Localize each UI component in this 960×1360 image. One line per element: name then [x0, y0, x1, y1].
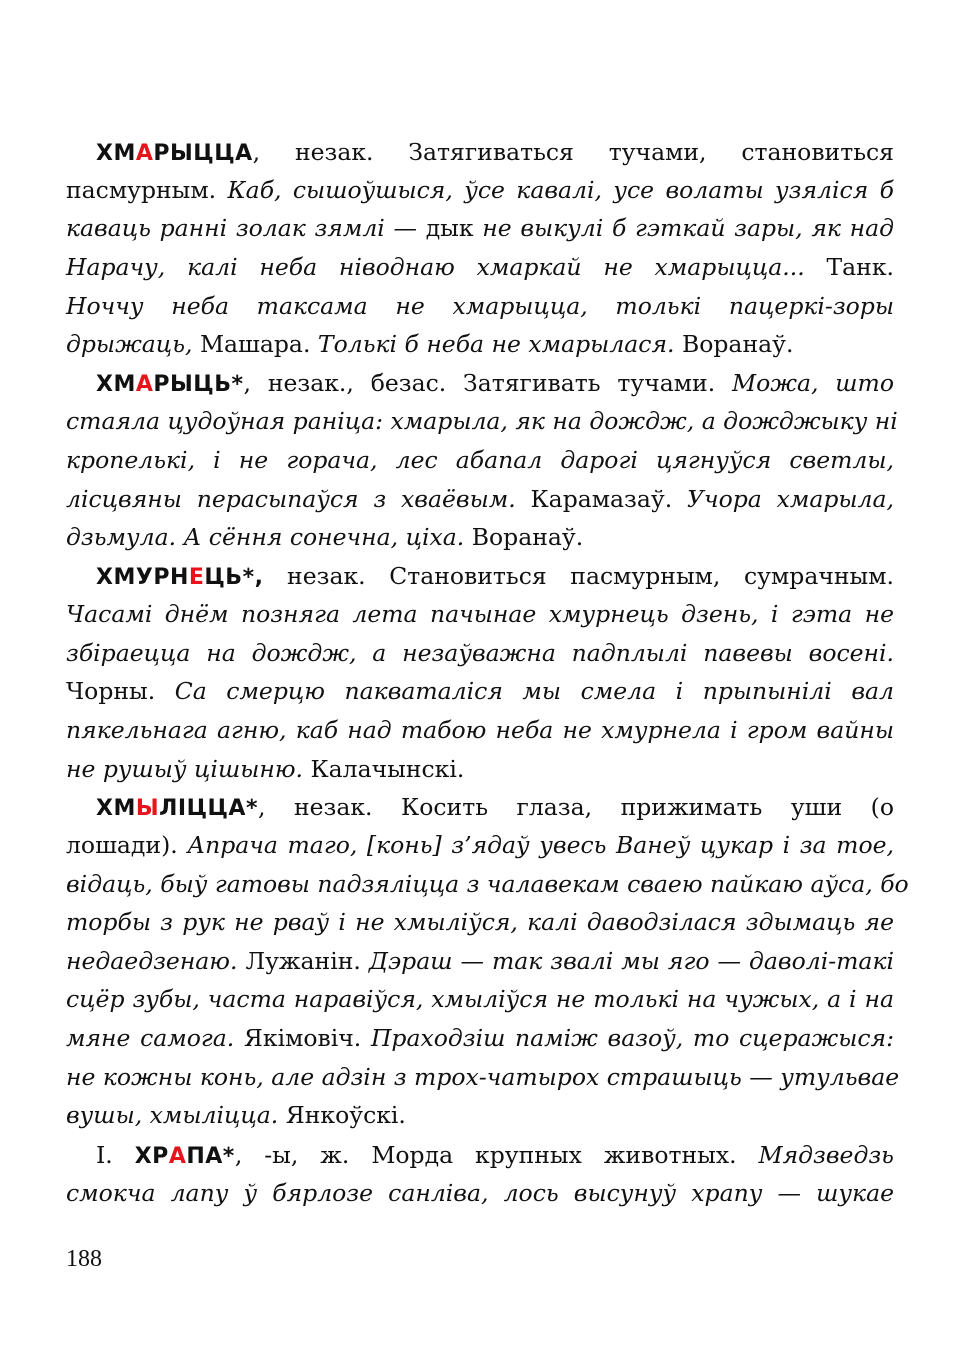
stress-letter: А: [135, 141, 154, 166]
entry-line: Ноччу неба таксама не хмарыцца, толькі пацеркі-зоры: [66, 292, 894, 320]
headword: ХМЫЛІЦЦА*: [96, 796, 258, 821]
entry-line: недаедзенаю. Лужанін. Дэраш — так звалі мы яго — даволі-такі: [66, 947, 894, 975]
entry-line: стаяла цудоўная раніца: хмарыла, як на дождж, а дожджыку ні: [66, 407, 898, 435]
headword: ХМАРЫЦЬ*: [96, 372, 244, 397]
entry-line: пасмурным. Каб, сышоўшыся, ўсе кавалі, усе волаты узяліся б: [66, 176, 894, 204]
entry-line: сцёр зубы, часта наравіўся, хмыліўся не толькі на чужых, а і на: [66, 985, 894, 1013]
quote: Каб, сышоўшыся, ўсе кавалі, усе волаты узяліся б: [227, 176, 894, 204]
entry-line: лошади). Апрача таго, [конь] з’ядаў увесь Ванеў цукар і за тое,: [66, 831, 894, 859]
headword: ХРАПА*: [134, 1144, 235, 1169]
stress-letter: А: [168, 1144, 187, 1169]
headword: ХМУРНЕЦЬ*,: [96, 565, 264, 590]
author: Лужанін.: [245, 947, 361, 975]
entry-line: дрыжаць, Машара. Толькі б неба не хмарылася. Воранаў.: [66, 330, 794, 358]
stress-letter: Ы: [135, 796, 160, 821]
entry-line: торбы з рук не рваў і не хмыліўся, калі даводзілася здымаць яе: [66, 908, 894, 936]
entry-khrapa-line-1: I. ХРАПА*, -ы, ж. Морда крупных животных. Мядзведзь: [96, 1141, 894, 1169]
entry-line: не рушыў цішыню. Калачынскі.: [66, 755, 465, 783]
entry-line: лісцвяны перасыпаўся з хваёвым. Карамазаў. Учора хмарыла,: [66, 485, 894, 513]
entry-line: Нарачу, калі неба ніводнаю хмаркай не хмарыцца... Танк.: [66, 253, 894, 281]
definition: , незак. Затягиваться тучами, становиться: [252, 138, 894, 166]
entry-line: дзьмула. А сёння сонечна, ціха. Воранаў.: [66, 523, 584, 551]
stress-letter: Е: [188, 565, 205, 590]
author: Чорны.: [66, 677, 156, 705]
entry-khmurnets-line-1: ХМУРНЕЦЬ*, незак. Становиться пасмурным, сумрачным.: [96, 562, 894, 590]
entry-line: вушы, хмыліцца. Янкоўскі.: [66, 1101, 406, 1129]
homonym-number: I.: [96, 1141, 113, 1169]
entry-line: кропелькі, і не горача, лес абапал дарогі цягнуўся светлы,: [66, 446, 894, 474]
author: Янкоўскі.: [285, 1101, 406, 1129]
entry-line: Часамі днём позняга лета пачынае хмурнець дзень, і гэта не: [66, 600, 894, 628]
headword: ХМАРЫЦЦА: [96, 141, 253, 166]
author: Якімовіч.: [243, 1024, 362, 1052]
author: Калачынскі.: [310, 755, 465, 783]
author: Воранаў.: [471, 523, 584, 551]
entry-line: мяне самога. Якімовіч. Праходзіш паміж вазоў, то сцеражыся:: [66, 1024, 895, 1052]
author: Танк.: [826, 253, 894, 281]
author: Воранаў.: [681, 330, 794, 358]
entry-khmarytstsa-line-1: [96, 133, 894, 171]
author: Машара.: [199, 330, 311, 358]
stress-letter: А: [135, 372, 154, 397]
entry-line: каваць ранні золак зямлі — дык не выкулі б гэткай зары, як над: [66, 214, 894, 242]
entry-khmylitstsa-line-1: ХМЫЛІЦЦА*, незак. Косить глаза, прижимать уши (о: [96, 793, 894, 821]
entry-line: збіраецца на дождж, а незаўважна падплылі павевы восені.: [66, 639, 894, 667]
entry-khmarytsts-line-1: ХМАРЫЦЬ*, незак., безас. Затягивать тучами. Можа, што: [96, 369, 894, 397]
entry-line: смокча лапу ў бярлозе санліва, лось высунуў храпу — шукае: [66, 1179, 894, 1207]
author: Карамазаў.: [530, 485, 673, 513]
entry-line: Чорны. Са смерцю пакваталіся мы смела і прыпынілі вал: [66, 677, 894, 705]
page-number: 188: [66, 1246, 102, 1272]
entry-line: пякельнага агню, каб над табою неба не хмурнела і гром вайны: [66, 716, 894, 744]
entry-line: не кожны конь, але адзін з трох-чатырох страшыць — утульвае: [66, 1063, 900, 1091]
entry-line: відаць, быў гатовы падзяліцца з чалавекам сваею пайкаю аўса, бо: [66, 870, 909, 898]
